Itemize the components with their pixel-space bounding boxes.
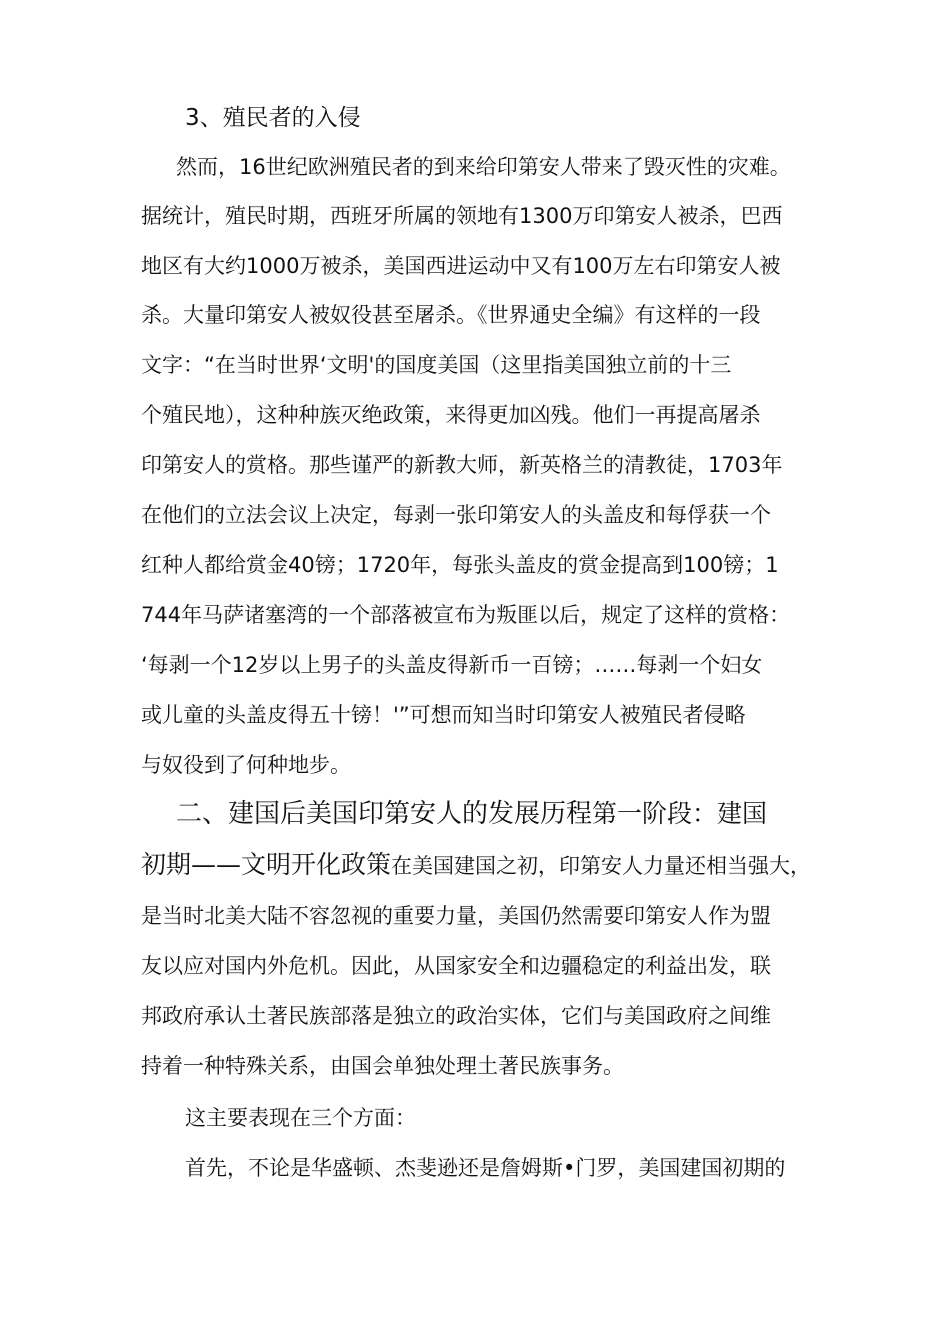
- heading2-line: [176, 797, 950, 831]
- text-line: ‘每剥一个12岁以上男子的头盖皮得新币一百镑；……每剥一个妇女: [141, 653, 763, 677]
- heading2-line: [141, 848, 950, 882]
- text-line: 印第安人的赏格。那些谨严的新教大师，新英格兰的清教徒，1703年: [141, 453, 783, 477]
- text-line: 红种人都给赏金40镑；1720年，每张头盖皮的赏金提高到100镑；1: [141, 553, 779, 577]
- chapter-heading: 二、建国后美国印第安人的发展历程: [176, 799, 593, 829]
- text-line: 在他们的立法会议上决定，每剥一张印第安人的头盖皮和每俘获一个: [141, 503, 771, 527]
- paragraph-three-aspects: 这主要表现在三个方面：: [185, 1106, 416, 1130]
- text-line: 地区有大约1000万被杀，美国西进运动中又有100万左右印第安人被: [141, 254, 781, 278]
- subheading-stage-one: 第一阶段：建国: [592, 799, 768, 828]
- text-line: 杀。大量印第安人被奴役甚至屠杀。《世界通史全编》有这样的一段: [141, 303, 761, 327]
- text-line: 744年马萨诸塞湾的一个部落被宣布为叛匪以后，规定了这样的赏格：: [141, 603, 791, 627]
- subheading-stage-one-cont: 初期——文明开化政策: [141, 850, 392, 879]
- text-line: 文字：“在当时世界‘文明'的国度美国（这里指美国独立前的十三: [141, 353, 732, 377]
- text-line: 友以应对国内外危机。因此，从国家安全和边疆稳定的利益出发，联: [141, 954, 771, 978]
- text-line: 是当时北美大陆不容忽视的重要力量，美国仍然需要印第安人作为盟: [141, 904, 771, 928]
- section-heading: 3、殖民者的入侵: [185, 105, 361, 131]
- text-line: 个殖民地），这种种族灭绝政策，来得更加凶残。他们一再提高屠杀: [141, 403, 761, 427]
- text-line: 或儿童的头盖皮得五十镑！'”可想而知当时印第安人被殖民者侵略: [141, 703, 746, 727]
- text-line: 与奴役到了何种地步。: [141, 753, 351, 777]
- text-line: 然而，16世纪欧洲殖民者的到来给印第安人带来了毁灭性的灾难。: [176, 155, 791, 179]
- text-line: 邦政府承认土著民族部落是独立的政治实体，它们与美国政府之间维: [141, 1004, 771, 1028]
- paragraph-first-aspect: 首先，不论是华盛顿、杰斐逊还是詹姆斯•门罗，美国建国初期的: [185, 1156, 786, 1180]
- text-line: 在美国建国之初，印第安人力量还相当强大，: [391, 854, 812, 878]
- text-line: 据统计，殖民时期，西班牙所属的领地有1300万印第安人被杀，巴西: [141, 204, 783, 228]
- text-line: 持着一种特殊关系，由国会单独处理土著民族事务。: [141, 1054, 624, 1078]
